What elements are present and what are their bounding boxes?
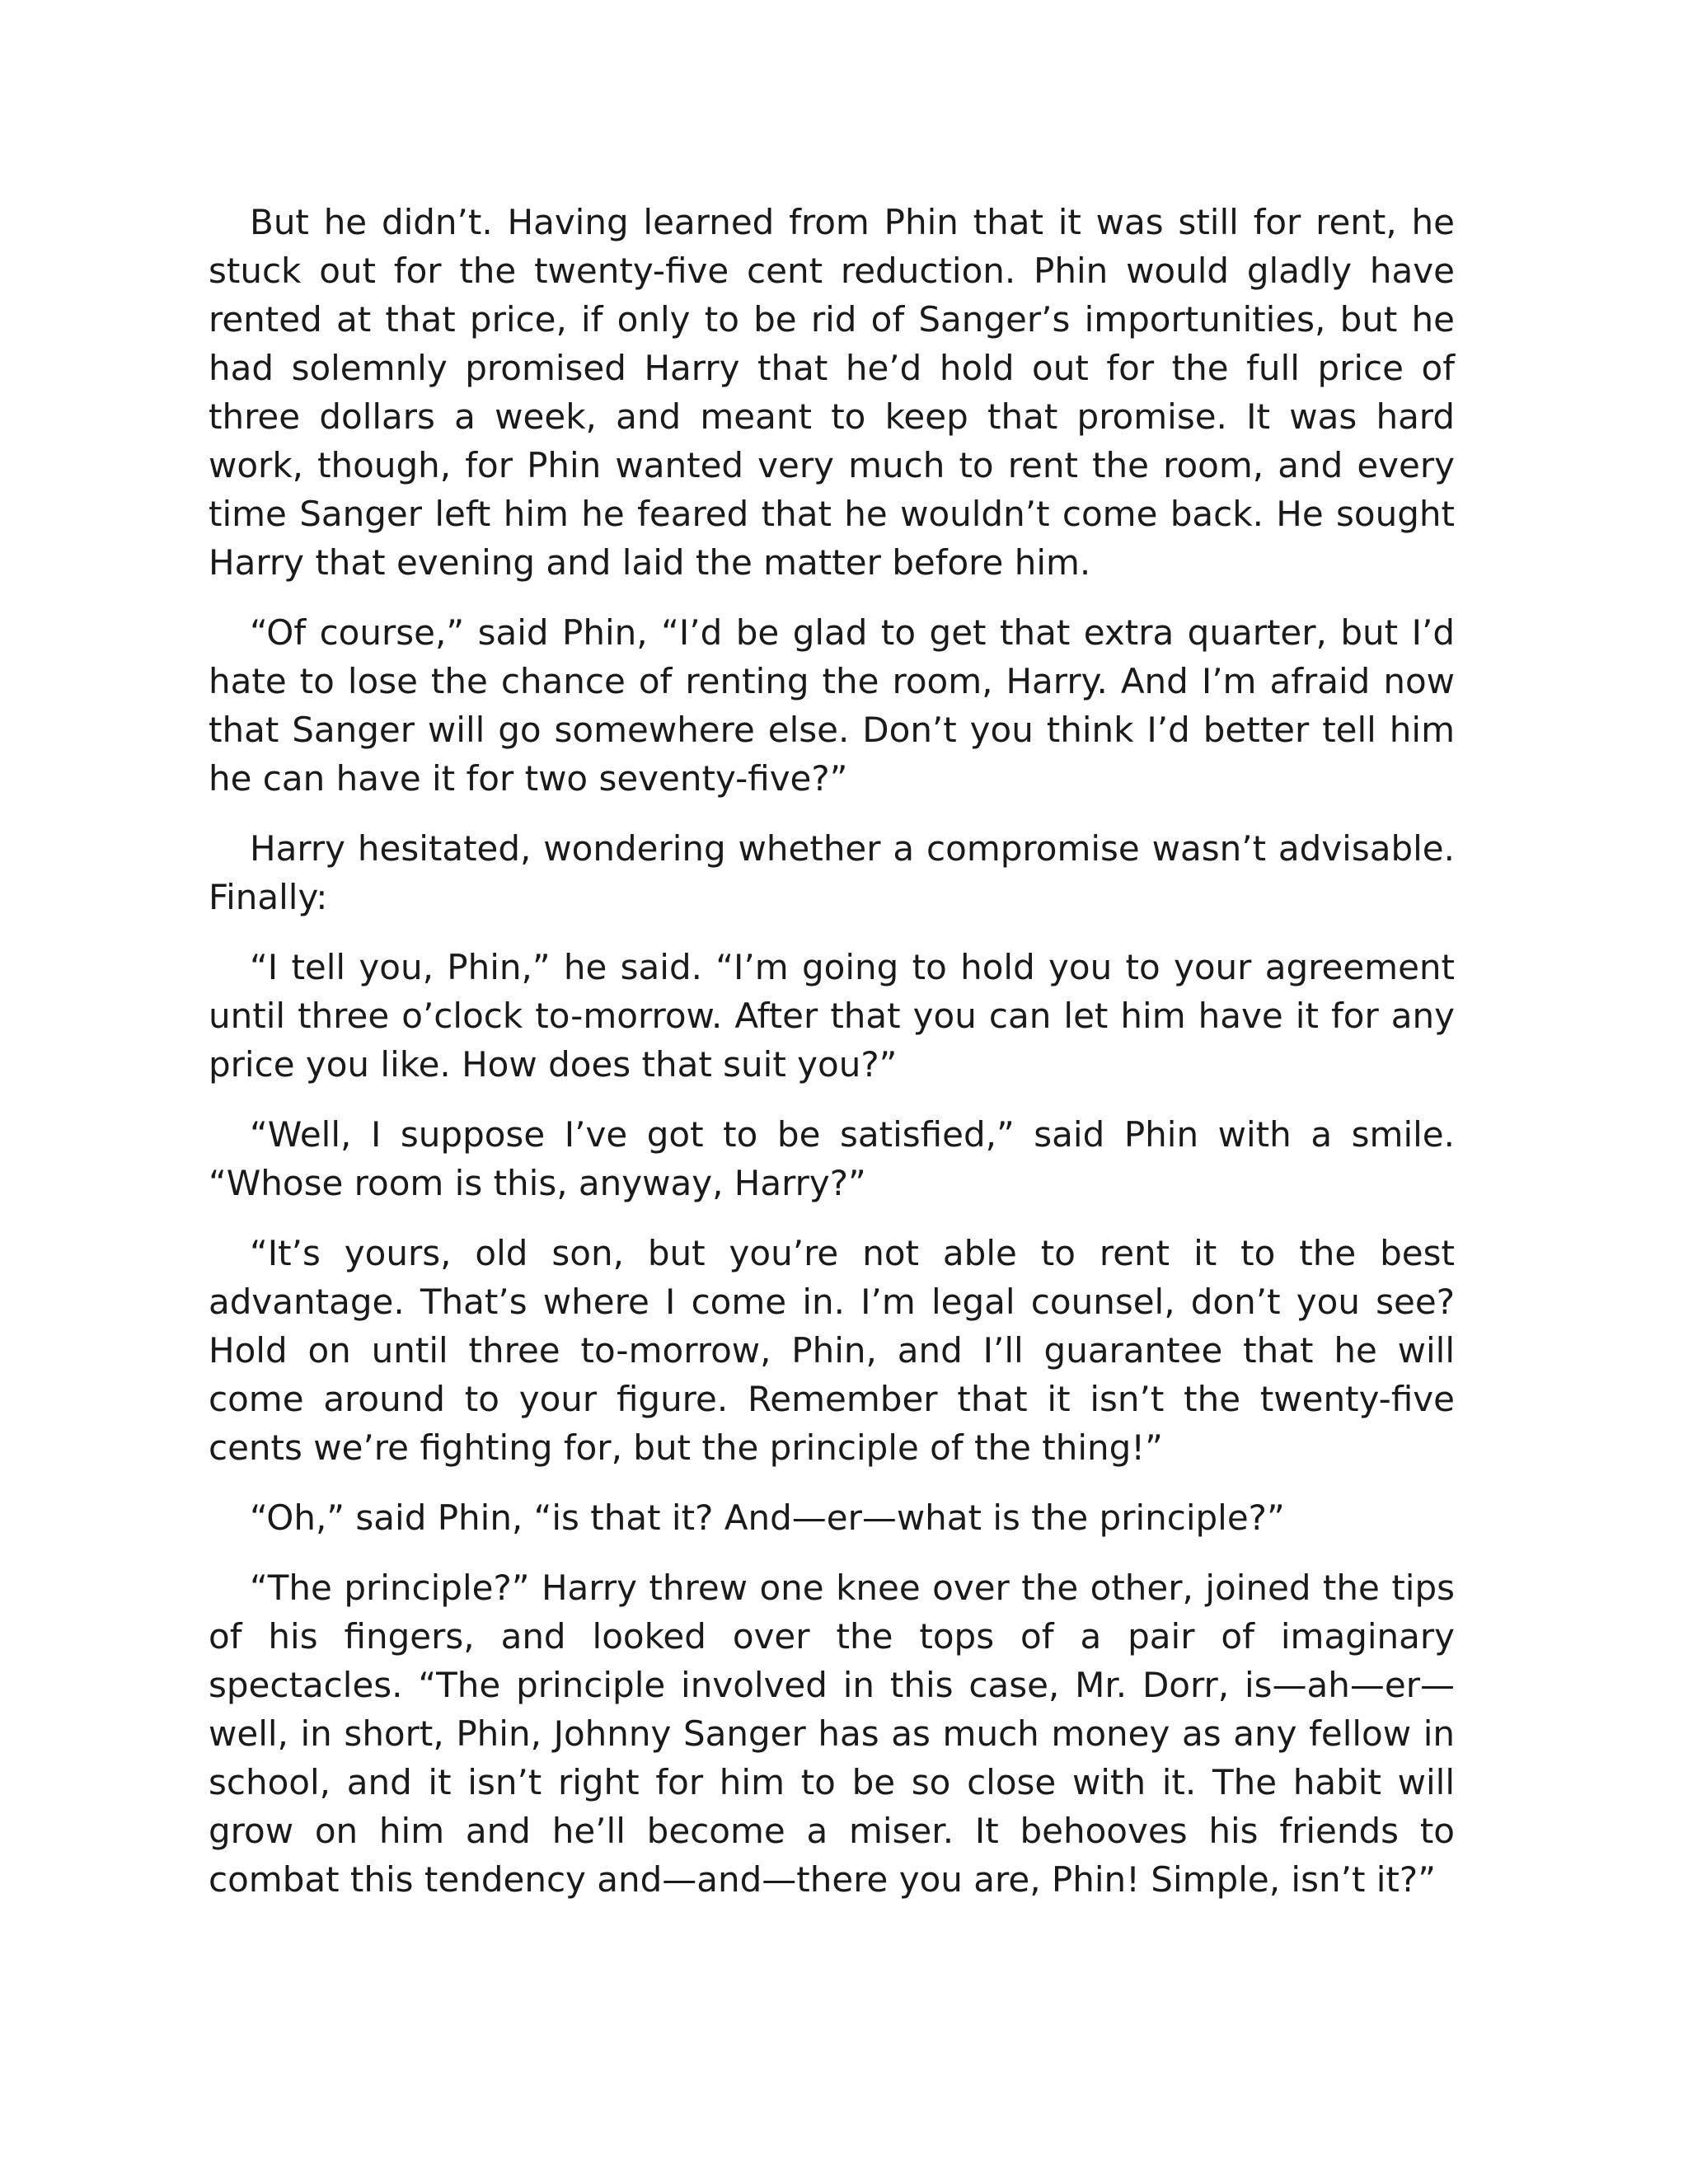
page-body bbox=[209, 198, 1455, 1925]
paragraph-1: But he didn’t. Having learned from Phin that it was still for rent, he stuck out for the twenty-five cent reduction. Phin would gladly have rented at that price, if only to be rid of Sanger’s importunities, but he had solemnly promised Harry that he’d hold out for the full price of three dollars a week, and meant to keep that promise. It was hard work, though, for Phin wanted very much to rent the room, and every time Sanger left him he feared that he wouldn’t come back. He sought Harry that evening and laid the matter before him. bbox=[209, 202, 1455, 583]
paragraph-8: “The principle?” Harry threw one knee over the other, joined the tips of his fingers, and looked over the tops of a pair of imaginary spectacles. “The principle involved in this case, Mr. Dorr, is—ah—er—well, in short, Phin, Johnny Sanger has as much money as any fellow in school, and it isn’t right for him to be so close with it. The habit will grow on him and he’ll become a miser. It behooves his friends to combat this tendency and—and—there you are, Phin! Simple, isn’t it?” bbox=[209, 1568, 1455, 1900]
paragraph-2: “Of course,” said Phin, “I’d be glad to get that extra quarter, but I’d hate to lose the chance of renting the room, Harry. And I’m afraid now that Sanger will go somewhere else. Don’t you think I’d better tell him he can have it for two seventy-five?” bbox=[209, 612, 1455, 799]
paragraph-5: “Well, I suppose I’ve got to be satisfied,” said Phin with a smile. “Whose room is this, anyway, Harry?” bbox=[209, 1114, 1455, 1203]
paragraph-4: “I tell you, Phin,” he said. “I’m going to hold you to your agreement until three o’clock to-morrow. After that you can let him have it for any price you like. How does that suit you?” bbox=[209, 947, 1455, 1085]
paragraph-6: “It’s yours, old son, but you’re not able to rent it to the best advantage. That’s where I come in. I’m legal counsel, don’t you see? Hold on until three to-morrow, Phin, and I’ll guarantee that he will come around to your figure. Remember that it isn’t the twenty-five cents we’re fighting for, but the principle of the thing!” bbox=[209, 1233, 1455, 1468]
paragraph-7: “Oh,” said Phin, “is that it? And—er—what is the principle?” bbox=[250, 1497, 1285, 1538]
paragraph-3: Harry hesitated, wondering whether a compromise wasn’t advisable. Finally: bbox=[209, 828, 1455, 917]
